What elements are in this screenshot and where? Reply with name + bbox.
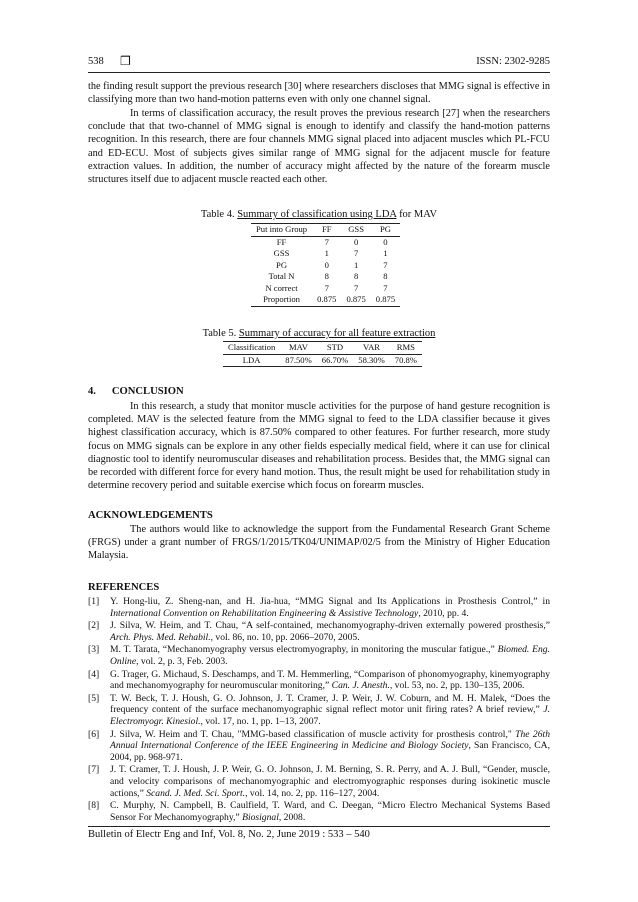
table-cell: N correct — [265, 282, 298, 293]
table-cell: 0.875 — [371, 294, 400, 306]
reference-number: [6] — [88, 728, 100, 740]
reference-details: , vol. 14, no. 2, pp. 116–127, 2004. — [245, 787, 380, 799]
reference-venue: Biosignal — [242, 811, 279, 823]
reference-item — [88, 729, 550, 764]
table5-caption-underlined: Summary of accuracy for all feature extraction — [238, 328, 436, 339]
reference-details: , 2010, pp. 4. — [418, 607, 469, 619]
table-row — [251, 283, 400, 295]
issn: ISSN: 2302-9285 — [476, 56, 550, 67]
table-cell: 87.50% — [280, 354, 317, 367]
table-cell: 0.875 — [341, 294, 370, 306]
table-row — [251, 294, 400, 306]
table4-header-cell: GSS — [341, 224, 370, 237]
table4-caption-prefix: Table 4. — [200, 209, 238, 220]
references-heading: REFERENCES — [88, 582, 160, 593]
table-cell: 66.70% — [317, 354, 354, 367]
table5-header-cell: VAR — [353, 342, 390, 355]
table-row — [251, 260, 400, 272]
reference-number: [3] — [88, 644, 100, 656]
table-cell: 0 — [383, 236, 388, 247]
reference-number: [1] — [88, 596, 100, 607]
reference-text: T. W. Beck, T. J. Housh, G. O. Johnson, J. T. Cramer, J. P. Weir, J. W. Coburn, and M. H. Malek, “Does the frequency content of the surface mechanomyographic signal reflect motor unit firing rates? A brief review,” — [110, 692, 550, 716]
table-cell: 70.8% — [390, 354, 422, 367]
table-cell: Proportion — [251, 294, 312, 306]
table-cell: 1 — [353, 259, 359, 270]
reference-item — [88, 764, 550, 799]
table5-header-cell: RMS — [390, 342, 422, 355]
table-cell: 7 — [353, 282, 359, 293]
reference-details: , vol. 53, no. 2, pp. 130–135, 2006. — [389, 680, 525, 692]
conclusion-paragraph: In this research, a study that monitor muscle activities for the purpose of hand gesture recognition is completed. MAV is the selected feature from the MMG signal to feed to the LDA classifier because it gives highest classification accuracy, which is 87.50% compared to other features. For further research, more study focus on MMG signals can be explore in any other fields especially medical field, where it can use for clinical diagnostic tool to identify neuromuscular diseases and rehabilitation process. Besides that, the MMG signal can be recorded with different force for every hand motion. Thus, the result might be used for rehabilitation study in determine recovery period and suitable exercise which focus on forearm muscles. — [88, 401, 550, 492]
table5-header-row — [223, 342, 422, 355]
reference-venue: The 26th Annual International Conference of the IEEE Engineering in Medicine and Biology Society — [110, 728, 550, 752]
footer-rule — [88, 826, 550, 827]
reference-details: , vol. 17, no. 1, pp. 1–13, 2007. — [200, 715, 321, 727]
table-cell: 0 — [353, 236, 359, 247]
reference-venue: Can. J. Anesth. — [331, 680, 390, 692]
reference-number: [5] — [88, 692, 100, 704]
table-cell: 7 — [383, 259, 388, 270]
table5-caption — [0, 328, 638, 339]
table4-caption — [0, 209, 638, 220]
reference-item — [88, 669, 550, 692]
table-cell: 7 — [324, 236, 329, 247]
table4-header-cell: PG — [371, 224, 400, 237]
reference-number: [4] — [88, 668, 100, 680]
table-cell: 8 — [383, 271, 388, 281]
table-cell: 7 — [324, 282, 329, 293]
table-row — [251, 236, 400, 248]
reference-item — [88, 596, 550, 619]
table-cell: 1 — [324, 248, 329, 258]
table5-caption-prefix: Table 5. — [202, 328, 239, 339]
body-paragraph-1: the finding result support the previous research [30] where researchers discloses that MMG signal is effective in classifying more than two hand-motion patterns even with only one channel signal. — [88, 81, 550, 106]
reference-details: , vol. 86, no. 10, pp. 2066–2070, 2005. — [210, 631, 360, 643]
table4-caption-suffix: for MAV — [396, 209, 438, 220]
table5-header-cell: Classification — [223, 342, 280, 355]
table-cell: FF — [276, 236, 287, 247]
reference-item — [88, 644, 550, 667]
page-number: 538 — [88, 56, 104, 67]
table-cell: 1 — [383, 248, 388, 258]
reference-venue: Arch. Phys. Med. Rehabil. — [110, 631, 211, 643]
reference-text: M. T. Tarata, “Mechanomyography versus electromyography, in monitoring the muscular fatigue.,” — [110, 644, 498, 656]
reference-details: , San Francisco, CA, 2004, pp. 968-971. — [110, 740, 550, 763]
table-cell: GSS — [273, 248, 290, 258]
table-cell: 0 — [324, 259, 329, 270]
acknowledgements-heading: ACKNOWLEDGEMENTS — [88, 510, 213, 521]
table-row — [251, 248, 400, 260]
reference-text: C. Murphy, N. Campbell, B. Caulfield, T. Ward, and C. Deegan, “Micro Electro Mechanical Systems Based Sensor For Mechanomyography,” — [110, 800, 550, 823]
table-cell: 58.30% — [353, 354, 390, 367]
reference-text: G. Trager, G. Michaud, S. Deschamps, and T. M. Hemmerling, “Comparison of phonomyography, kinemyography and mechanomyography for neuromuscular monitoring,” — [110, 668, 550, 692]
reference-number: [7] — [88, 764, 100, 776]
references-list — [88, 596, 550, 824]
reference-text: Y. Hong-liu, Z. Sheng-nan, and H. Jia-hua, “MMG Signal and Its Applications in Prosthesis Control,” in — [110, 596, 550, 607]
table5-header-cell: STD — [317, 342, 354, 355]
body-paragraph-2: In terms of classification accuracy, the result proves the previous research [27] when the researchers conclude that that two-channel of MMG signal is enough to identify and classify the hand-motion patterns recognition. In this research, there are four channels MMG signal placed into adjacent muscles which PL-FCU and ED-ECU. Most of subjects gives similar range of MMG signal for the adjacent muscle for feature extraction values. In addition, the number of accuracy might affected by the nature of the forearm muscle structures itself due to adjacent muscle reacted each other. — [88, 108, 550, 186]
reference-text: J. Silva, W. Heim, and T. Chau, “A self-contained, mechanomyography-driven externally powered prosthesis,” — [110, 620, 550, 632]
table-cell: Total N — [268, 271, 295, 281]
table-row — [223, 354, 422, 367]
table5 — [223, 341, 422, 367]
header-rule — [88, 72, 550, 73]
reference-item — [88, 620, 550, 643]
reference-venue: Biomed. Eng. Online — [110, 644, 550, 667]
table-cell: 8 — [353, 271, 359, 281]
reference-item — [88, 693, 550, 728]
table4-header-cell: Put into Group — [251, 224, 312, 237]
reference-venue: J. Electromyogr. Kinesiol. — [110, 704, 550, 727]
table4-header-row — [251, 224, 400, 237]
reference-venue: Scand. J. Med. Sci. Sport. — [146, 787, 246, 799]
table-cell: 0.875 — [312, 294, 341, 306]
reference-text: J. T. Cramer, T. J. Housh, J. P. Weir, G. O. Johnson, J. M. Berning, S. R. Perry, and A. J. Bull, “Gender, muscle, and velocity comparisons of mechanomyographic and electromyographic responses during isokinetic muscle actions,” — [110, 764, 550, 799]
reference-venue: International Convention on Rehabilitation Engineering & Assistive Technology — [110, 607, 419, 619]
table-cell: 7 — [383, 282, 388, 293]
table-cell: LDA — [223, 354, 280, 367]
conclusion-heading: 4. CONCLUSION — [88, 386, 184, 397]
table-cell: PG — [276, 259, 288, 270]
reference-details: , 2008. — [278, 811, 306, 823]
table5-header-cell: MAV — [280, 342, 317, 355]
table-row — [251, 271, 400, 283]
reference-text: J. Silva, W. Heim and T. Chau, "MMG-based classification of muscle activity for prosthesis control," — [110, 728, 516, 740]
reference-item — [88, 800, 550, 823]
reference-details: , vol. 2, p. 3, Feb. 2003. — [136, 655, 228, 667]
table-cell: 7 — [353, 248, 359, 258]
table4 — [251, 223, 400, 307]
square-icon: ❒ — [120, 54, 131, 68]
table4-header-cell: FF — [312, 224, 341, 237]
footer-citation: Bulletin of Electr Eng and Inf, Vol. 8, No. 2, June 2019 : 533 – 540 — [88, 829, 370, 840]
acknowledgements-paragraph: The authors would like to acknowledge the support from the Fundamental Research Grant Scheme (FRGS) under a grant number of FRGS/1/2015/TK04/UNIMAP/02/5 from the Ministry of Higher Education Malaysia. — [88, 524, 550, 562]
reference-number: [8] — [88, 800, 100, 812]
reference-number: [2] — [88, 620, 100, 632]
table4-caption-underlined: Summary of classification using LDA — [237, 209, 397, 220]
table-cell: 8 — [324, 271, 329, 281]
